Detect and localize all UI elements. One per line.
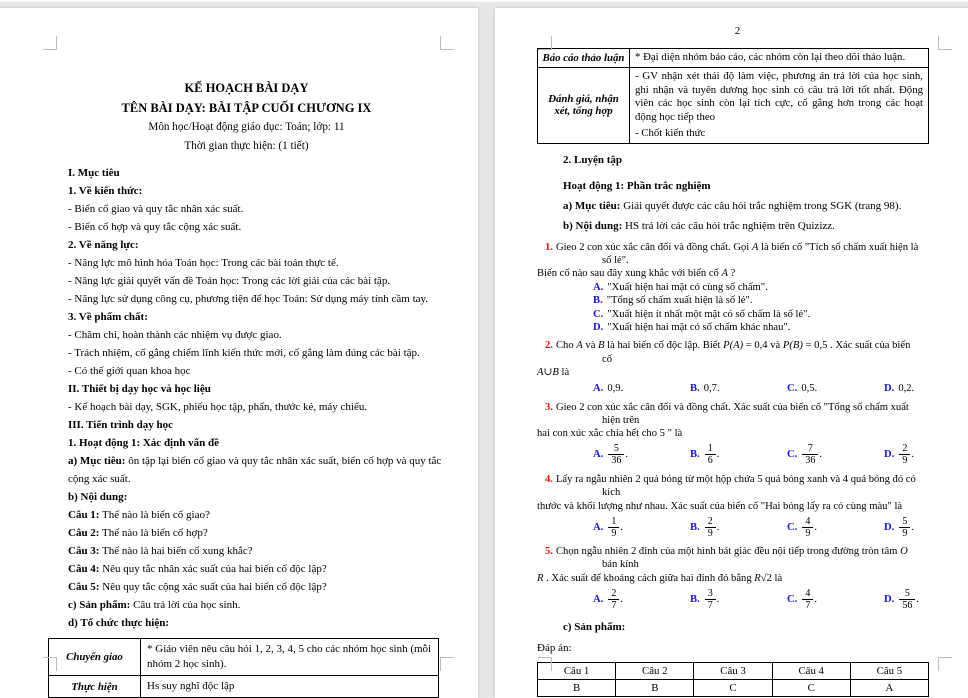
text-segment: là hai biến cố độc lập. Biết	[604, 340, 724, 352]
option-suffix: .	[620, 593, 623, 605]
paragraph-line	[68, 164, 445, 182]
option-cell	[690, 381, 787, 396]
option-cell	[593, 588, 690, 611]
text-segment: Lấy ra ngẫu nhiên 2 quả bóng từ một hộp chứa 5 quả bóng xanh và 4 quả bóng đỏ có	[555, 473, 916, 485]
option-cell	[884, 516, 914, 539]
paragraph-line	[68, 218, 445, 236]
paragraph-line	[68, 542, 445, 560]
question-line	[537, 572, 938, 585]
answer-column	[693, 663, 771, 696]
paragraph-text: Nêu quy tắc nhân xác suất của hai biến cố độc lập?	[99, 563, 327, 575]
option-cell	[690, 516, 787, 539]
fraction	[899, 516, 910, 539]
paragraph-bold-label: c) Sản phẩm:	[68, 599, 131, 611]
page-1[interactable]	[0, 8, 478, 698]
crop-mark	[538, 657, 552, 671]
fraction-denominator: 9	[707, 527, 713, 539]
fraction-denominator: 9	[805, 527, 811, 539]
text-segment: P(B)	[782, 340, 803, 352]
option-cell	[787, 381, 884, 396]
table-cell-text: * Giáo viên nêu câu hỏi 1, 2, 3, 4, 5 cho các nhóm học sinh (mỗi nhóm 2 học sinh).	[147, 643, 432, 670]
text-segment: O	[900, 546, 908, 557]
text-segment: B	[552, 367, 559, 379]
option-cell	[884, 588, 919, 611]
fraction-numerator: 5	[899, 516, 910, 528]
option-value: 0,9.	[607, 382, 624, 394]
paragraph-line	[68, 434, 445, 452]
table-cell-text	[630, 68, 928, 143]
text-segment: Cho	[555, 340, 577, 352]
option-cell	[690, 443, 787, 466]
option-letter: B.	[690, 593, 700, 605]
option-suffix: .	[916, 593, 919, 605]
doc-duration-line: Thời gian thực hiện: (1 tiết)	[184, 140, 309, 152]
option-text: "Xuất hiện ít nhất một mặt có số chấm là số lẻ".	[607, 308, 811, 320]
page-2[interactable]	[495, 8, 968, 698]
fraction-numerator: 4	[802, 588, 813, 600]
paragraph-line	[68, 452, 445, 488]
paragraph-line	[68, 200, 445, 218]
paragraph-bold-label: Câu 3:	[68, 545, 100, 557]
option-letter: A.	[593, 593, 604, 605]
fraction-denominator: 36	[805, 455, 816, 467]
fraction	[608, 516, 619, 539]
answer-value-cell: A	[885, 682, 894, 695]
text-segment: là biến cố "Tích số chấm xuất hiện là	[758, 241, 919, 253]
paragraph-line	[68, 488, 445, 506]
option-letter: D.	[884, 382, 895, 394]
paragraph-bold-label: d) Tổ chức thực hiện:	[68, 617, 170, 629]
answer-header-cell: Câu 4	[773, 663, 850, 680]
paragraph-text: - Kế hoạch bài dạy, SGK, phiếu học tập, phấn, thước kẻ, máy chiếu.	[68, 401, 368, 413]
fraction-denominator: 7	[805, 599, 811, 611]
option-value: 0,5.	[801, 382, 818, 394]
option-suffix: .	[625, 449, 628, 461]
option-letter: A.	[593, 521, 604, 533]
paragraph-line	[68, 362, 445, 380]
crop-mark	[43, 36, 57, 50]
implementation-table	[48, 638, 439, 698]
fraction-denominator: 56	[902, 599, 913, 611]
paragraph-bold-label: Câu 4:	[68, 563, 100, 575]
paragraph-text: Thế nào là hai biến cố xung khắc?	[99, 545, 253, 557]
question-text	[556, 340, 910, 351]
question-line	[537, 427, 938, 440]
paragraph-text: - Năng lực giải quyết vấn đề Toán học: Trong các lời giải của các bài tập.	[68, 275, 391, 287]
option-letter: D.	[884, 593, 895, 605]
paragraph-bold-label: b) Nội dung:	[68, 491, 128, 503]
question-line	[537, 473, 938, 486]
option-line	[537, 281, 938, 294]
option-text: "Xuất hiện hai mặt có cùng số chấm".	[607, 281, 768, 293]
question-line	[537, 500, 938, 513]
text-segment: ?	[727, 268, 736, 280]
option-cell	[593, 381, 690, 396]
paragraph-line	[68, 524, 445, 542]
option-letter: D.	[884, 449, 895, 461]
question-text	[556, 402, 909, 413]
text-segment: Biến cố nào sau đây xung khắc với biến cố	[537, 268, 722, 280]
paragraph-line	[68, 578, 445, 596]
option-suffix: .	[814, 521, 817, 533]
page1-content	[0, 8, 478, 698]
text-segment: thước và khối lượng như nhau. Xác suất của biến cố "Hai bóng lấy ra có cùng màu" là	[537, 500, 903, 512]
fraction	[608, 443, 624, 466]
table-row	[49, 639, 438, 675]
doc-title: KẾ HOẠCH BÀI DẠY	[184, 81, 309, 95]
fraction-denominator: 36	[611, 455, 622, 467]
text-segment: . Xác suất để khoảng cách giữa hai đỉnh đó bằng	[543, 572, 755, 584]
question-text	[556, 242, 918, 253]
intro-line	[537, 196, 938, 216]
paragraph-text: - Chăm chỉ, hoàn thành các nhiệm vụ được giao.	[68, 329, 282, 341]
option-value: 0,2.	[898, 382, 915, 394]
section-heading-activity: Hoạt động 1: Phần trắc nghiệm	[563, 179, 711, 192]
text-segment: Chọn ngẫu nhiên 2 đỉnh của một hình bát giác đều nội tiếp trong đường tròn tâm	[555, 546, 901, 557]
option-letter: C.	[787, 521, 798, 533]
paragraph-bold-label: 2. Về năng lực:	[68, 239, 139, 251]
crop-mark	[938, 657, 952, 671]
question-5	[537, 545, 938, 612]
fraction-denominator: 6	[707, 455, 713, 467]
question-line	[537, 366, 938, 379]
option-letter: B.	[690, 449, 700, 461]
option-suffix: .	[716, 449, 720, 461]
text-segment: là	[558, 367, 570, 379]
answer-header-cell: Câu 5	[851, 663, 928, 680]
question-line	[537, 545, 938, 558]
paragraph-text: - Trách nhiệm, cố gắng chiếm lĩnh kiến thức mới, cố gắng làm đúng các bài tập.	[68, 347, 420, 359]
text-segment: ∪	[543, 367, 553, 379]
paragraph-line	[68, 236, 445, 254]
answer-value-cell: B	[573, 682, 581, 695]
option-letter: A.	[593, 449, 604, 461]
crop-mark	[440, 36, 454, 50]
paragraph-line	[68, 614, 445, 632]
paragraph-bold-label: II. Thiết bị dạy học và học liệu	[68, 383, 211, 395]
paragraph-text: Thế nào là biến cố hợp?	[99, 527, 208, 539]
assessment-text: - GV nhận xét thái độ làm việc, phương án trả lời của học sinh, ghi nhận và tuyên dương học sinh có câu trả lời tốt nhất. Động viên các học sinh còn lại tích cực, cố gắng hơn trong các hoạt động học tiếp theo	[635, 70, 923, 123]
table-cell-text: * Đại diện nhóm báo cáo, các nhóm còn lại theo dõi thảo luận.	[635, 51, 906, 63]
fraction-denominator: 9	[902, 527, 908, 539]
table-row	[49, 675, 438, 697]
intro-bold-label: a) Mục tiêu:	[563, 199, 621, 212]
question-line	[537, 339, 938, 352]
paragraph-bold-label: Câu 1:	[68, 509, 100, 521]
answer-value-cell: C	[807, 682, 815, 695]
fraction-denominator: 7	[707, 599, 713, 611]
option-letter: C.	[787, 382, 798, 394]
option-line	[537, 308, 938, 321]
text-segment: A	[751, 241, 759, 253]
paragraph-bold-label: Câu 5:	[68, 581, 100, 593]
paragraph-line	[68, 596, 445, 614]
crop-mark	[538, 36, 552, 50]
paragraph-line	[68, 182, 445, 200]
paragraph-text: - Biến cố hợp và quy tắc cộng xác suất.	[68, 221, 242, 233]
option-letter: B.	[690, 382, 700, 394]
text-segment: hai con xúc xắc chia hết cho 5 " là	[537, 428, 683, 440]
option-letter: D.	[884, 521, 895, 533]
paragraph-bold-label: 3. Về phẩm chất:	[68, 311, 148, 323]
paragraph-text: - Biến cố giao và quy tắc nhân xác suất.	[68, 203, 244, 215]
fraction-numerator: 7	[802, 443, 818, 455]
paragraph-line	[68, 326, 445, 344]
fraction	[705, 443, 716, 466]
option-letter: B.	[690, 521, 700, 533]
paragraph-bold-label: 1. Hoạt động 1: Xác định vấn đề	[68, 437, 219, 449]
question-3	[537, 401, 938, 468]
fraction-numerator: 2	[608, 588, 619, 600]
option-letter: C.	[593, 308, 604, 320]
text-segment: P(A)	[723, 340, 744, 352]
question-line	[537, 241, 938, 254]
crop-mark	[440, 657, 454, 671]
table-cell-label: Báo cáo thảo luận	[538, 49, 630, 67]
text-segment: A	[721, 268, 728, 280]
fraction-numerator: 2	[705, 516, 716, 528]
fraction-denominator: 9	[902, 455, 908, 467]
paragraph-line	[68, 344, 445, 362]
question-hang-line: kích	[602, 487, 621, 499]
fraction-denominator: 9	[611, 527, 617, 539]
paragraph-bold-label: I. Mục tiêu	[68, 167, 120, 179]
option-suffix: .	[814, 593, 817, 605]
option-value: 0,7.	[703, 382, 720, 394]
option-cell	[593, 516, 690, 539]
table-cell-label: Chuyển giao	[49, 639, 141, 675]
answer-column	[615, 663, 693, 696]
option-suffix: .	[911, 449, 914, 461]
fraction-numerator: 2	[899, 443, 910, 455]
option-line	[537, 294, 938, 307]
table-cell-label: Đánh giá, nhận xét, tổng hợp	[538, 68, 630, 143]
question-hang-line: số lẻ".	[602, 254, 629, 266]
option-suffix: .	[911, 521, 914, 533]
option-cell	[787, 443, 884, 466]
text-segment: = 0,4 và	[743, 340, 783, 352]
paragraph-bold-label: III. Tiến trình dạy học	[68, 419, 174, 431]
fraction	[802, 443, 818, 466]
paragraph-text: Câu trả lời của học sinh.	[130, 599, 241, 611]
table-cell-label: Thực hiện	[49, 676, 141, 697]
option-suffix: .	[620, 521, 623, 533]
fraction-numerator: 5	[899, 588, 915, 600]
fraction-denominator: 7	[611, 599, 617, 611]
question-options	[537, 442, 938, 468]
question-options	[537, 514, 938, 540]
table-row	[538, 49, 928, 67]
question-1	[537, 241, 938, 335]
paragraph-bold-label: 1. Về kiến thức:	[68, 185, 143, 197]
answer-key-table	[537, 662, 929, 697]
fraction-numerator: 1	[608, 516, 619, 528]
question-number: 1.	[545, 241, 553, 253]
paragraph-text: - Có thế giới quan khoa học	[68, 365, 191, 377]
answer-column	[772, 663, 850, 696]
answer-value-cell: C	[729, 682, 737, 695]
question-options	[537, 281, 938, 335]
answers-label: Đáp án:	[537, 642, 572, 655]
text-segment: Gieo 2 con xúc xắc cân đối và đồng chất. Xác suất của biến cố "Tổng số chấm xuất	[555, 401, 909, 413]
crop-mark	[938, 36, 952, 50]
text-segment: R	[754, 572, 761, 584]
page2-content	[495, 8, 968, 697]
text-segment: và	[582, 340, 599, 352]
answer-value-cell: B	[651, 682, 659, 695]
text-segment: R	[537, 572, 544, 584]
intro-bold-label: b) Nội dung:	[563, 219, 623, 232]
page-number: 2	[734, 25, 741, 37]
paragraph-line	[68, 254, 445, 272]
fraction-numerator: 3	[705, 588, 716, 600]
option-suffix: .	[819, 449, 822, 461]
question-number: 2.	[545, 340, 553, 352]
fraction	[608, 588, 619, 611]
answer-header-cell: Câu 2	[616, 663, 693, 680]
fraction	[802, 516, 813, 539]
products-label: c) Sản phẩm:	[563, 621, 626, 634]
question-hang-line: cố	[602, 353, 612, 365]
assessment-text-2: - Chốt kiến thức	[635, 127, 706, 139]
option-cell	[690, 588, 787, 611]
intro-text: Giải quyết được các câu hỏi trắc nghiệm trong SGK (trang 98).	[620, 199, 902, 212]
option-text: "Tổng số chấm xuất hiện là số lẻ".	[606, 295, 753, 307]
question-text	[556, 546, 908, 557]
table-row	[538, 67, 928, 143]
question-text	[556, 474, 916, 485]
question-number: 4.	[545, 473, 553, 485]
option-letter: D.	[593, 321, 604, 333]
option-cell	[884, 443, 914, 466]
intro-lines	[537, 196, 938, 236]
paragraph-line	[68, 416, 445, 434]
paragraph-line	[68, 290, 445, 308]
paragraph-text: ôn tập lại biến cố giao và quy tắc nhân xác suất, biến cố hợp và quy tắc cộng xác suất.	[68, 455, 442, 485]
text-segment: √2 là	[760, 572, 783, 584]
option-letter: C.	[787, 593, 798, 605]
doc-subject-line: Môn học/Hoạt động giáo dục: Toán; lớp: 11	[148, 121, 345, 133]
option-letter: A.	[593, 382, 604, 394]
option-letter: B.	[593, 295, 603, 307]
option-letter: A.	[593, 281, 604, 293]
option-suffix: .	[716, 593, 720, 605]
section-heading-practice: 2. Luyện tập	[563, 153, 622, 166]
option-line	[537, 321, 938, 334]
text-segment: A	[576, 340, 583, 352]
fraction-numerator: 4	[802, 516, 813, 528]
paragraph-line	[68, 308, 445, 326]
table-cell-text: Hs suy nghĩ độc lập	[147, 680, 235, 692]
paragraph-line	[68, 398, 445, 416]
text-segment: B	[598, 340, 605, 352]
question-hang-line: bán kính	[602, 559, 639, 571]
option-letter: C.	[787, 449, 798, 461]
paragraph-line	[68, 560, 445, 578]
text-segment: A	[537, 367, 544, 379]
question-options	[537, 381, 938, 396]
crop-mark	[43, 657, 57, 671]
paragraph-line	[68, 380, 445, 398]
intro-line	[537, 216, 938, 236]
question-number: 3.	[545, 401, 553, 413]
fraction	[802, 588, 813, 611]
paragraph-line	[68, 272, 445, 290]
option-cell	[884, 381, 914, 396]
paragraph-text: Nêu quy tắc cộng xác suất của hai biến cố độc lập?	[99, 581, 327, 593]
discussion-table	[537, 48, 929, 144]
fraction	[899, 443, 910, 466]
question-line	[537, 401, 938, 414]
fraction-numerator: 5	[608, 443, 624, 455]
question-options	[537, 586, 938, 612]
answer-column	[850, 663, 928, 696]
option-suffix: .	[716, 521, 720, 533]
answer-header-cell: Câu 3	[694, 663, 771, 680]
text-segment: Gieo 2 con xúc xắc cân đối và đồng chất. Gọi	[555, 241, 752, 253]
paragraph-text: - Năng lực mô hình hóa Toán học: Trong các bài toán thực tế.	[68, 257, 339, 269]
fraction	[705, 588, 716, 611]
fraction	[899, 588, 915, 611]
answer-header-cell: Câu 1	[538, 663, 615, 680]
paragraph-text: - Năng lực sử dụng công cụ, phương tiện để học Toán: Sử dụng máy tính cầm tay.	[68, 293, 429, 305]
option-cell	[787, 588, 884, 611]
intro-text: HS trả lời các câu hỏi trắc nghiệm trên Quizizz.	[622, 219, 835, 232]
page1-body	[48, 164, 445, 632]
option-text: "Xuất hiện hai mặt có số chấm khác nhau".	[607, 321, 791, 333]
text-segment: = 0,5 . Xác suất của biến	[802, 340, 911, 352]
paragraph-bold-label: Câu 2:	[68, 527, 100, 539]
doc-subtitle-lesson: TÊN BÀI DẠY: BÀI TẬP CUỐI CHƯƠNG IX	[121, 101, 372, 115]
question-number: 5.	[545, 546, 553, 557]
option-cell	[593, 443, 690, 466]
question-2	[537, 339, 938, 395]
paragraph-bold-label: a) Mục tiêu:	[68, 455, 126, 467]
question-hang-line: hiện trên	[602, 414, 640, 426]
question-line	[537, 267, 938, 280]
paragraph-text: Thế nào là biến cố giao?	[99, 509, 210, 521]
fraction-numerator: 1	[705, 443, 716, 455]
paragraph-line	[68, 506, 445, 524]
question-4	[537, 473, 938, 540]
fraction	[705, 516, 716, 539]
option-cell	[787, 516, 884, 539]
canvas-top-edge	[0, 0, 968, 2]
